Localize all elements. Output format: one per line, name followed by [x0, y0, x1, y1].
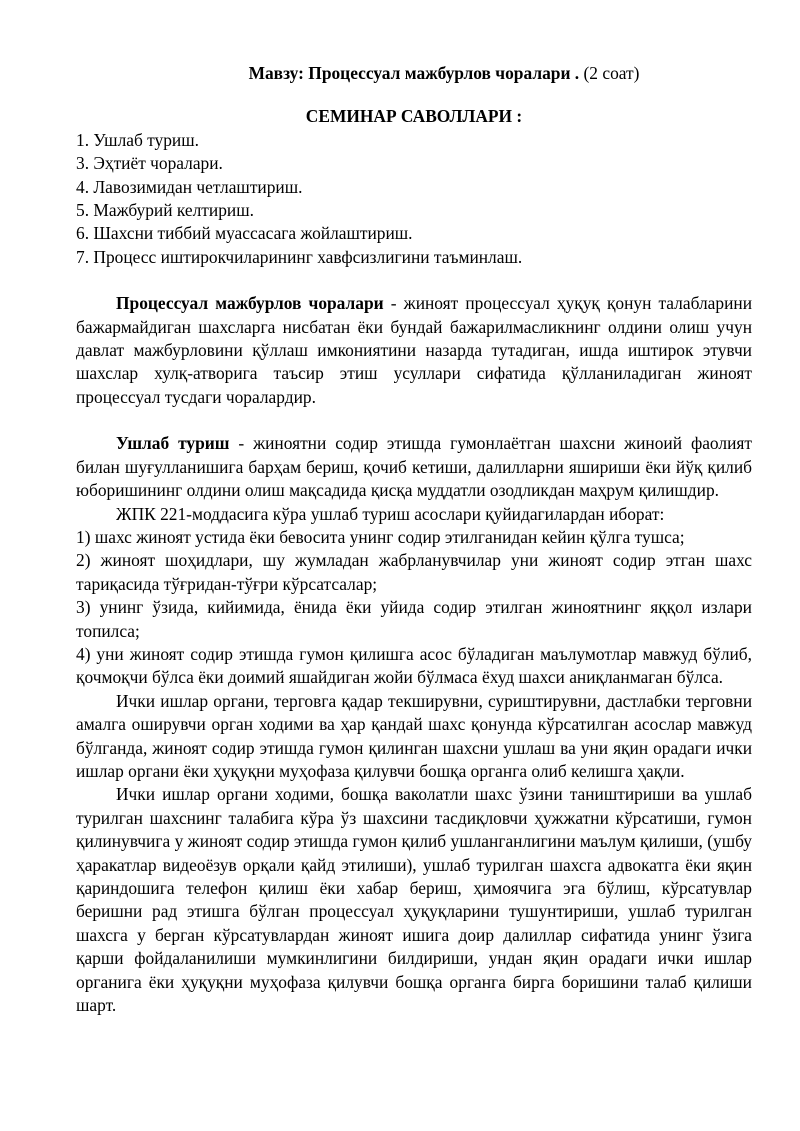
question-item: 7. Процесс иштирокчиларининг хавфсизлигини таъминлаш. — [76, 246, 523, 267]
ground-item: 1) шахс жиноят устида ёки бевосита унинг содир этилганидан кейин қўлга тушса; — [76, 526, 685, 547]
spacer — [76, 409, 752, 432]
question-item: 1. Ушлаб туриш. — [76, 129, 199, 150]
body-paragraph: Ички ишлар органи ходими, бошқа ваколатли шахс ўзини таништириши ва ушлаб турилган шахснинг талабига кўра ўз шахсини тасдиқловчи ҳужжатни кўрсатиши, гумон қилинувчига у жиноят содир этишда гумон қилиб ушланганлигини маълум қилиши, (ушбу ҳаракатлар видеоёзув орқали қайд этилиши), ушлаб турилган шахсга адвокатга ёки яқин қариндошига телефон қилиш ёки хабар бериш, ҳимоячига эга бўлиш, кўрсатувлар беришни рад этишга бўлган процессуал ҳуқуқларини тушунтириши, ушлаб турилган шахсга у берган кўрсатувлардан жиноят ишига доир далиллар сифатида унинг ўзига қарши фойдаланилиши мумкинлигини билдириши, ундан яқин орадаги ички ишлар органига ёки ҳуқуқни муҳофаза қилувчи бошқа органга бирга боришини талаб қилиши шарт. — [76, 784, 752, 1016]
ground-item: 2) жиноят шоҳидлари, шу жумладан жабрланувчилар уни жиноят содир этган шахс тариқасида тўғридан-тўғри кўрсатсалар; — [76, 550, 752, 594]
detention-text: - жиноятни содир этишда гумонлаётган шахсни жиноий фаолият билан шуғулланишига барҳам бериш, қочиб кетиши, далилларни яшириши ёки йўқ қилиб юборишининг олдини олиш мақсадида қисқа муддатли озодликдан маҳрум қилишдир. — [76, 433, 752, 501]
definition-paragraph — [76, 292, 752, 409]
question-item: 3. Эҳтиёт чоралари. — [76, 153, 223, 174]
detention-paragraph — [76, 432, 752, 502]
definition-term: Процессуал мажбурлов чоралари — [116, 293, 384, 314]
question-item: 4. Лавозимидан четлаштириш. — [76, 176, 303, 197]
seminar-questions-list — [76, 129, 752, 269]
body-paragraph: Ички ишлар органи, терговга қадар текширувни, суриштирувни, дастлабки терговни амалга оширувчи орган ходими ва ҳар қандай шахс қонунда кўрсатилган асослар мавжуд бўлганда, жиноят содир этишда гумон қилинган шахсни ушлаш ва уни яқин орадаги ички ишлар органи ёки ҳуқуқни муҳофаза қилувчи бошқа органга олиб келишга ҳақли. — [76, 690, 752, 781]
spacer — [76, 269, 752, 292]
title-topic: Мавзу: Процессуал мажбурлов чоралари . — [248, 63, 580, 83]
seminar-heading: СЕМИНАР САВОЛЛАРИ : — [305, 106, 523, 127]
ground-item: 4) уни жиноят содир этишда гумон қилишга асос бўладиган маълумотлар мавжуд бўлиб, қочмоқчи бўлса ёки доимий яшайдиган жойи бўлмаса ёхуд шахси аниқланмаган бўлса. — [76, 643, 752, 688]
detention-term: Ушлаб туриш — [116, 433, 230, 454]
document-title — [76, 62, 752, 85]
title-hours: (2 соат) — [583, 63, 640, 83]
article-intro: ЖПК 221-моддасига кўра ушлаб туриш асослари қуйидагилардан иборат: — [116, 503, 665, 524]
question-item: 6. Шахсни тиббий муассасага жойлаштириш. — [76, 223, 413, 244]
question-item: 5. Мажбурий келтириш. — [76, 200, 254, 221]
definition-text: - жиноят процессуал ҳуқуқ қонун талабларини бажармайдиган шахсларга нисбатан ёки бундай бажарилмасликнинг олдини олиш учун давлат мажбурловини қўллаш имкониятини назарда тутадиган, ишда иштирок этувчи шахслар хулқ-атворига таъсир этиш усуллари сифатида қўлланиладиган жиноят процессуал тусдаги чоралардир. — [76, 293, 753, 407]
ground-item: 3) унинг ўзида, кийимида, ёнида ёки уйида содир этилган жиноятнинг яққол излари топилса; — [76, 597, 752, 641]
document-page — [76, 62, 752, 1017]
